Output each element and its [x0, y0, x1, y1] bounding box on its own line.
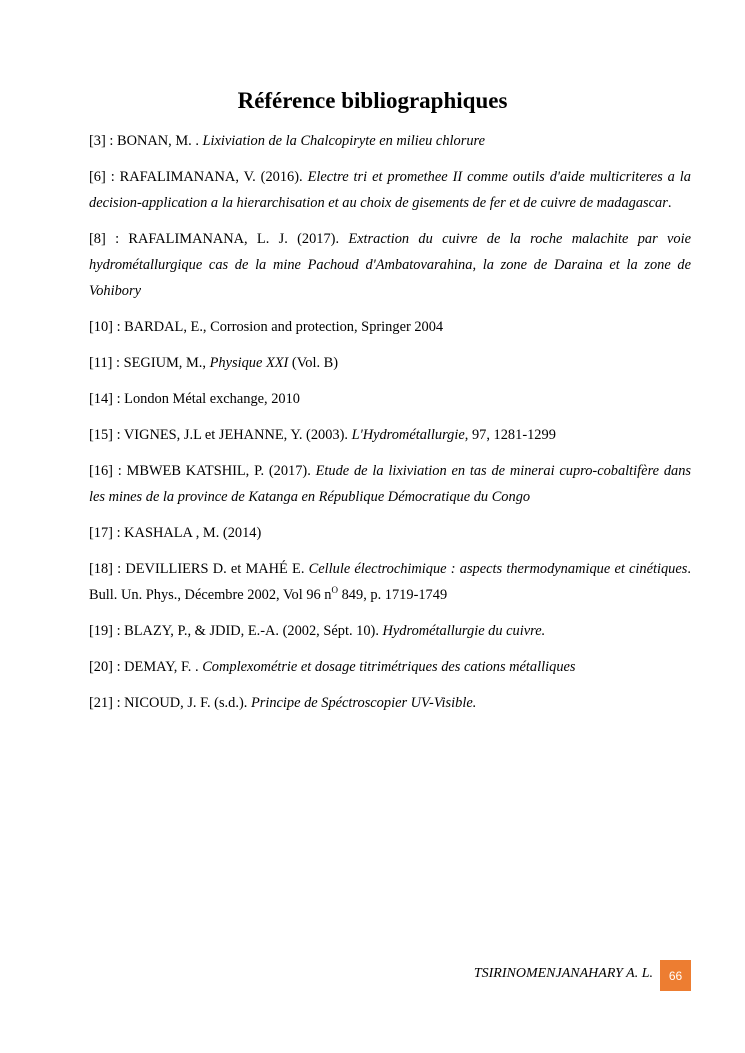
reference-entry — [89, 618, 691, 644]
reference-entry — [89, 164, 691, 216]
reference-title: Etude de la lixiviation en tas de minerai cupro-cobaltifère dans les mines de la province de Katanga en République Démocratique du Congo — [89, 463, 691, 505]
reference-entry — [89, 350, 691, 376]
reference-list — [89, 128, 691, 726]
reference-text: . — [667, 195, 672, 211]
reference-title: Principe de Spéctroscopier UV-Visible. — [250, 695, 477, 711]
reference-text: [10] : BARDAL, E., Corrosion and protection, Springer 2004 — [89, 319, 444, 335]
reference-entry — [89, 386, 691, 412]
page-number-badge: 66 — [660, 960, 691, 991]
reference-text: [11] : SEGIUM, M., — [89, 355, 210, 371]
reference-text: , 97, 1281-1299 — [464, 427, 556, 443]
reference-title: Lixiviation de la Chalcopiryte en milieu chlorure — [202, 133, 485, 149]
page-title: Référence bibliographiques — [237, 88, 508, 113]
reference-text: [21] : NICOUD, J. F. (s.d.). — [89, 695, 251, 711]
reference-entry — [89, 458, 691, 510]
reference-title: Electre tri et promethee II comme outils d'aide multicriteres a la decision-application a la hierarchisation et au choix de gisements de fer et de cuivre de madagascar — [89, 169, 691, 211]
reference-entry — [89, 520, 691, 546]
reference-text: [20] : DEMAY, F. . — [89, 659, 203, 675]
reference-title: Hydrométallurgie du cuivre. — [382, 623, 546, 639]
reference-text: [15] : VIGNES, J.L et JEHANNE, Y. (2003). — [89, 427, 352, 443]
reference-text: [17] : KASHALA , M. (2014) — [89, 525, 262, 541]
reference-entry — [89, 422, 691, 448]
reference-text: (Vol. B) — [288, 355, 339, 371]
reference-entry — [89, 128, 691, 154]
reference-text: [16] : MBWEB KATSHIL, P. (2017). — [89, 463, 316, 479]
reference-title: Extraction du cuivre de la roche malachite par voie hydrométallurgique cas de la mine Pachoud d'Ambatovarahina, la zone de Daraina et la zone de Vohibory — [89, 231, 691, 299]
reference-title: L'Hydrométallurgie — [351, 427, 465, 443]
reference-title: Complexométrie et dosage titrimétriques des cations métalliques — [202, 659, 576, 675]
reference-title: Physique XXI — [209, 355, 289, 371]
reference-text: [14] : London Métal exchange, 2010 — [89, 391, 301, 407]
reference-title: Cellule électrochimique : aspects thermodynamique et cinétiques — [308, 561, 688, 577]
reference-entry — [89, 226, 691, 304]
reference-entry — [89, 314, 691, 340]
reference-entry — [89, 556, 691, 608]
reference-text: [6] : RAFALIMANANA, V. (2016). — [89, 169, 308, 185]
footer-author: TSIRINOMENJANAHARY A. L. — [473, 966, 653, 981]
reference-text: [19] : BLAZY, P., & JDID, E.-A. (2002, Sépt. 10). — [89, 623, 383, 639]
reference-entry — [89, 690, 691, 716]
reference-entry — [89, 654, 691, 680]
reference-text: 849, p. 1719-1749 — [338, 587, 448, 603]
reference-text: . Bull. Un. Phys., Décembre 2002, Vol 96 n — [89, 561, 691, 603]
reference-text: [18] : DEVILLIERS D. et MAHÉ E. — [89, 561, 309, 577]
reference-text: O — [331, 585, 339, 595]
reference-text: [8] : RAFALIMANANA, L. J. (2017). — [89, 231, 349, 247]
reference-text: [3] : BONAN, M. . — [89, 133, 203, 149]
